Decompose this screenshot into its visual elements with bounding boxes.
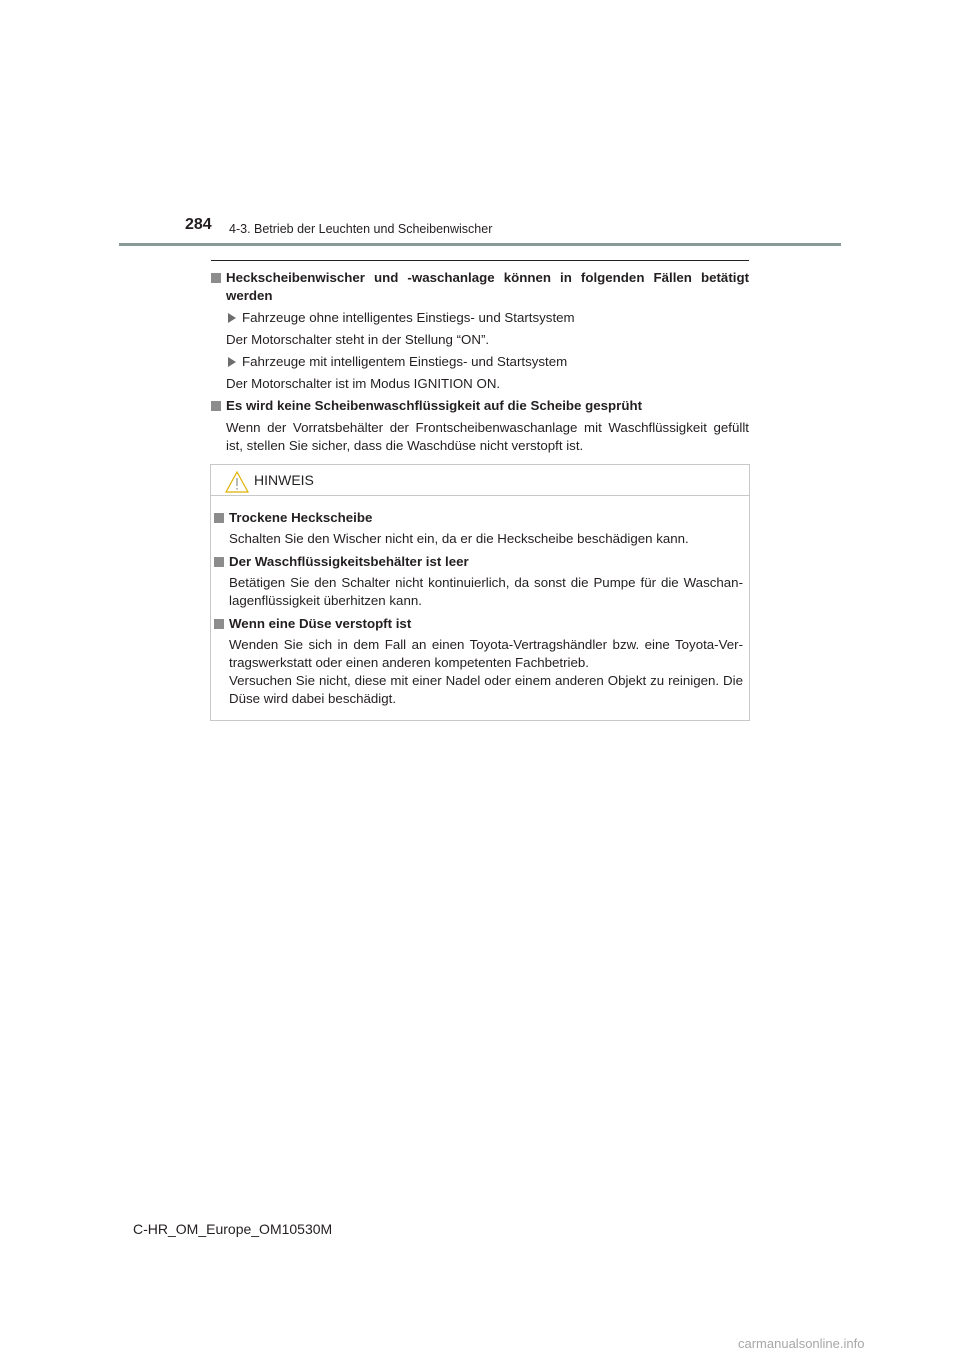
notice-item-text: Schalten Sie den Wischer nicht ein, da er die Heckscheibe beschädigen kann.: [229, 531, 689, 546]
page-number: 284: [185, 216, 212, 233]
watermark-link[interactable]: carmanualsonline.info: [738, 1336, 865, 1351]
notice-item-heading: Wenn eine Düse verstopft ist: [214, 615, 743, 633]
header-divider: [119, 243, 841, 246]
notice-body: [211, 496, 749, 708]
triangle-bullet-icon: [228, 357, 236, 367]
notice-item-heading: Trockene Heckscheibe: [214, 509, 743, 527]
notice-item-text: Wenden Sie sich in dem Fall an einen Toyota-Vertragshändler bzw. eine Toyota-Vertragswerkstatt oder einen anderen kompetenten Fachbetrieb. Versuchen Sie nicht, diese mit einer Nadel oder einem anderen Objekt zu reinigen. Die Düse wird dabei beschädigt.: [229, 637, 743, 706]
notice-item-text: Betätigen Sie den Schalter nicht kontinuierlich, da sonst die Pumpe für die Waschanlagenflüssigkeit überhitzen kann.: [229, 575, 743, 608]
notice-item-heading: Der Waschflüssigkeitsbehälter ist leer: [214, 553, 743, 571]
content-divider: [211, 260, 749, 261]
list-item: Fahrzeuge mit intelligentem Einstiegs- und Startsystem: [211, 353, 749, 371]
square-bullet-icon: [214, 513, 224, 523]
notice-label: HINWEIS: [254, 472, 314, 488]
notice-box: [210, 464, 750, 721]
main-content: [211, 260, 749, 459]
section-rear-wiper: [211, 269, 749, 393]
square-bullet-icon: [211, 401, 221, 411]
item-text: Der Motorschalter steht in der Stellung “ON”.: [226, 332, 490, 347]
list-item: Fahrzeuge ohne intelligentes Einstiegs- und Startsystem: [211, 309, 749, 327]
section-heading: Heckscheibenwischer und -waschanlage können in folgenden Fällen betätigt werden: [211, 269, 749, 305]
warning-triangle-icon: [225, 471, 249, 493]
square-bullet-icon: [214, 619, 224, 629]
section-heading: Es wird keine Scheibenwaschflüssigkeit auf die Scheibe gesprüht: [211, 397, 749, 415]
triangle-bullet-icon: [228, 313, 236, 323]
notice-header: [211, 465, 749, 496]
section-no-washer-fluid: [211, 397, 749, 455]
item-text: Der Motorschalter ist im Modus IGNITION ON.: [226, 376, 501, 391]
document-code: C-HR_OM_Europe_OM10530M: [133, 1221, 333, 1237]
square-bullet-icon: [214, 557, 224, 567]
section-title: 4-3. Betrieb der Leuchten und Scheibenwischer: [229, 222, 493, 236]
notice-item: [214, 509, 743, 548]
notice-item: [214, 553, 743, 610]
square-bullet-icon: [211, 273, 221, 283]
notice-item: [214, 615, 743, 708]
section-text: Wenn der Vorratsbehälter der Frontscheibenwaschanlage mit Waschflüssigkeit gefüllt ist, stellen Sie sicher, dass die Waschdüse nicht verstopft ist.: [226, 420, 749, 453]
